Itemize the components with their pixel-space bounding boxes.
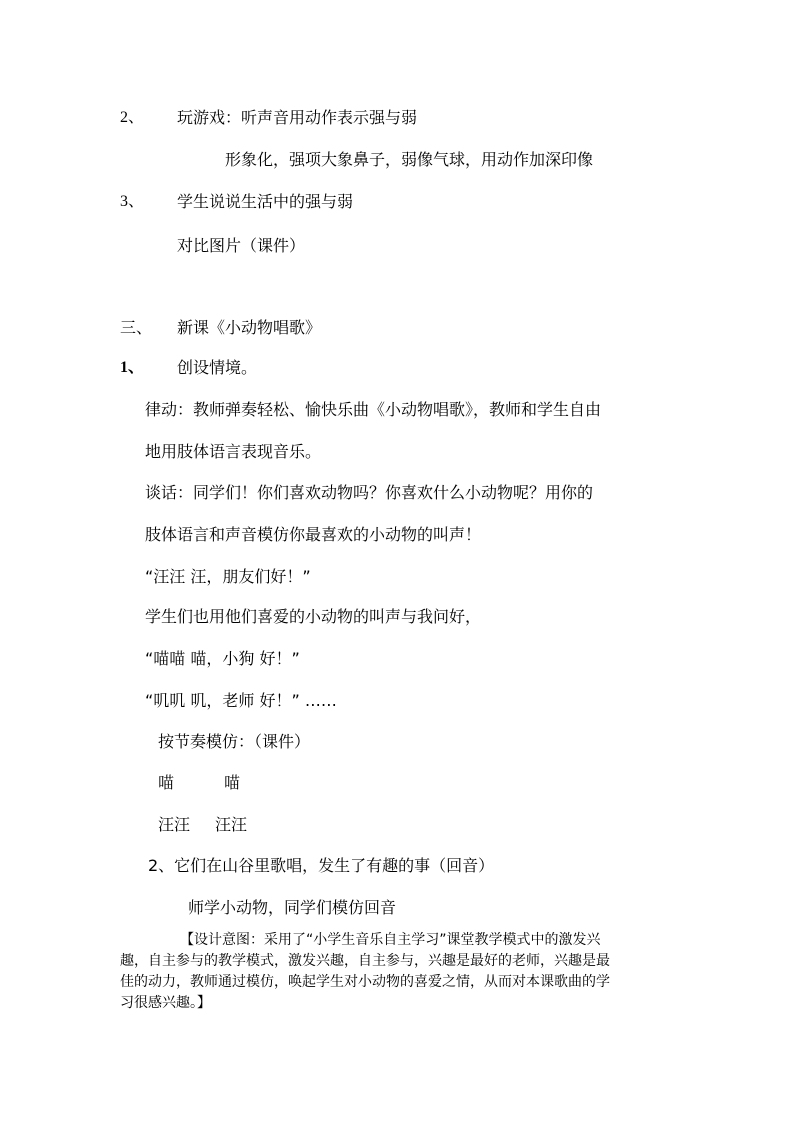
rhythm-1-a: 喵	[158, 773, 175, 792]
design-intent-line-3: 佳的动力，教师通过模仿，唤起学生对小动物的喜爱之情，从而对本课歌曲的学	[120, 974, 610, 990]
item-3-text: 学生说说生活中的强与弱	[177, 192, 354, 211]
step-1-line-6: 学生们也用他们喜爱的小动物的叫声与我问好，	[145, 607, 482, 626]
design-intent-line-2: 趣，自主参与的教学模式，激发兴趣，自主参与，兴趣是最好的老师，兴趣是最	[120, 953, 610, 969]
section-3-number: 三、	[120, 318, 153, 337]
item-2-text: 玩游戏：听声音用动作表示强与弱	[177, 108, 418, 127]
step-1-line-3: 谈话：同学们！你们喜欢动物吗？你喜欢什么小动物呢？用你的	[145, 483, 594, 502]
rhythm-1-b: 喵	[224, 773, 241, 792]
design-intent-line-4: 习很感兴趣。】	[120, 995, 211, 1011]
rhythm-2-b: 汪汪	[215, 815, 248, 834]
item-3-subtext: 对比图片（课件）	[177, 236, 306, 255]
step-1-title: 创设情境。	[177, 358, 258, 377]
item-2-subtext: 形象化，强项大象鼻子，弱像气球，用动作加深印像	[225, 150, 594, 169]
step-1-line-4: 肢体语言和声音模仿你最喜欢的小动物的叫声！	[145, 525, 482, 544]
step-1-line-9: 按节奏模仿：（课件）	[158, 732, 311, 751]
rhythm-2-a: 汪汪	[158, 815, 191, 834]
step-1-line-7: “喵喵 喵，小狗 好！”	[145, 649, 300, 668]
section-3-title: 新课《小动物唱歌》	[177, 318, 322, 337]
step-1-line-8: “叽叽 叽，老师 好！” ……	[145, 691, 337, 710]
step-1-line-1: 律动：教师弹奏轻松、愉快乐曲《小动物唱歌》，教师和学生自由	[145, 400, 602, 419]
step-1-line-2: 地用肢体语言表现音乐。	[145, 442, 322, 461]
step-2-subtext: 师学小动物，同学们模仿回音	[188, 898, 397, 917]
design-intent-block	[120, 930, 680, 1014]
step-2-title: 2、它们在山谷里歌唱，发生了有趣的事（回音）	[148, 856, 495, 875]
step-1-line-5: “汪汪 汪，朋友们好！”	[145, 567, 311, 586]
step-1-number: 1、	[120, 359, 145, 376]
design-intent-line-1: 【设计意图：采用了“小学生音乐自主学习”课堂教学模式中的激发兴	[180, 932, 601, 948]
item-number-2: 2、	[120, 109, 145, 126]
item-number-3: 3、	[120, 193, 145, 210]
